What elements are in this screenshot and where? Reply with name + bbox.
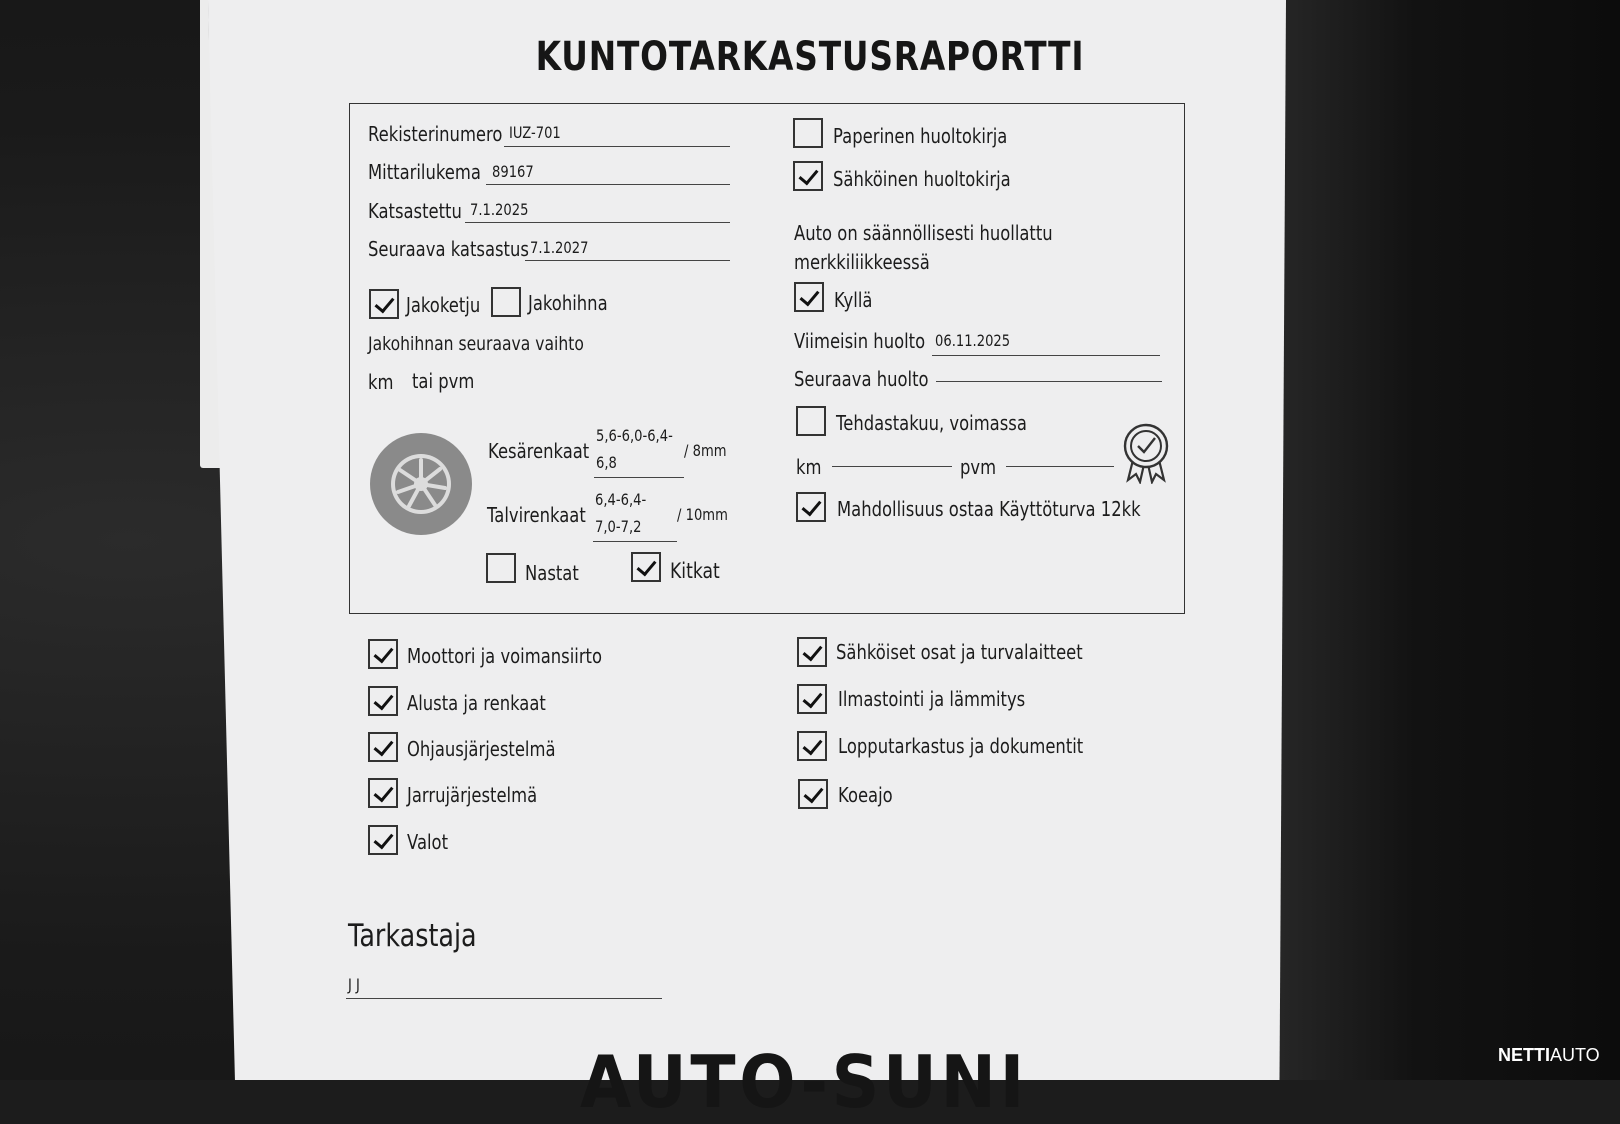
inspected-value: 7.1.2025 <box>470 200 529 219</box>
winter-tires-label: Talvirenkaat <box>487 503 586 527</box>
regular-service-text-2: merkkiliikkeessä <box>794 250 930 274</box>
odometer-value: 89167 <box>492 162 534 181</box>
checklist-left-label-engine: Moottori ja voimansiirto <box>407 644 603 668</box>
nettiauto-watermark <box>1498 1045 1600 1066</box>
inspected-label: Katsastettu <box>368 199 462 223</box>
friction-tires-checkbox[interactable] <box>631 552 661 582</box>
summer-tread-unit: / 8mm <box>684 441 727 460</box>
timing-belt-label: Jakohihna <box>528 291 608 315</box>
summer-tread-line2: 6,8 <box>596 453 617 472</box>
checklist-left-label-lights: Valot <box>407 830 449 854</box>
checklist-right-checkbox-test-drive[interactable] <box>798 779 828 809</box>
winter-tread-line1: 6,4-6,4- <box>595 490 647 509</box>
registration-value: IUZ-701 <box>509 123 561 142</box>
checklist-left-checkbox-chassis[interactable] <box>368 686 398 716</box>
checklist-left-checkbox-steering[interactable] <box>368 732 398 762</box>
paper-service-book-checkbox[interactable] <box>793 118 823 148</box>
warranty-km-line <box>832 466 952 467</box>
tire-icon <box>368 430 474 538</box>
studded-tires-checkbox[interactable] <box>486 553 516 583</box>
timing-chain-label: Jakoketju <box>406 293 481 317</box>
watermark-part-2: AUTO <box>1550 1045 1600 1065</box>
kayttoturva-checkbox[interactable] <box>796 492 826 522</box>
regular-service-text-1: Auto on säännöllisesti huollattu <box>794 221 1053 245</box>
inspector-value: J J <box>348 975 360 994</box>
last-service-label: Viimeisin huolto <box>794 329 926 353</box>
winter-tread-line <box>593 541 677 542</box>
checklist-left-checkbox-lights[interactable] <box>368 825 398 855</box>
registration-label: Rekisterinumero <box>368 122 503 146</box>
checklist-right-label-final-check: Lopputarkastus ja dokumentit <box>838 734 1084 758</box>
checklist-left-checkbox-engine[interactable] <box>368 639 398 669</box>
factory-warranty-checkbox[interactable] <box>796 406 826 436</box>
next-service-label: Seuraava huolto <box>794 367 929 391</box>
factory-warranty-label: Tehdastakuu, voimassa <box>836 411 1027 435</box>
regular-service-yes-label: Kyllä <box>834 288 873 312</box>
paper-service-book-label: Paperinen huoltokirja <box>833 124 1008 148</box>
warranty-date-label: pvm <box>960 455 997 479</box>
checklist-left-checkbox-brakes[interactable] <box>368 778 398 808</box>
checklist-right-label-test-drive: Koeajo <box>838 783 893 807</box>
checklist-left-label-steering: Ohjausjärjestelmä <box>407 737 556 761</box>
belt-date-label: tai pvm <box>412 369 475 393</box>
summer-tread-line1: 5,6-6,0-6,4- <box>596 426 673 445</box>
dealer-brand-logo: AUTO-SUNI <box>580 1040 1028 1124</box>
last-service-line <box>932 355 1160 356</box>
next-inspection-line <box>525 260 730 261</box>
checklist-right-label-hvac: Ilmastointi ja lämmitys <box>838 687 1026 711</box>
belt-next-change-label: Jakohihnan seuraava vaihto <box>368 333 584 355</box>
next-service-line <box>936 381 1162 382</box>
inspector-label: Tarkastaja <box>348 918 477 954</box>
next-inspection-label: Seuraava katsastus <box>368 237 529 261</box>
timing-chain-checkbox[interactable] <box>369 289 399 319</box>
registration-line <box>504 146 730 147</box>
checklist-right-checkbox-hvac[interactable] <box>797 684 827 714</box>
kayttoturva-label: Mahdollisuus ostaa Käyttöturva 12kk <box>837 497 1141 521</box>
watermark-part-1: NETTI <box>1498 1045 1550 1065</box>
checklist-right-label-electrical: Sähköiset osat ja turvalaitteet <box>836 640 1083 664</box>
warranty-date-line <box>1006 466 1114 467</box>
digital-service-book-checkbox[interactable] <box>793 161 823 191</box>
checklist-right-checkbox-final-check[interactable] <box>797 731 827 761</box>
checklist-right-checkbox-electrical[interactable] <box>797 637 827 667</box>
checklist-left-label-brakes: Jarrujärjestelmä <box>407 783 538 807</box>
dark-background-right <box>1280 0 1620 1080</box>
digital-service-book-label: Sähköinen huoltokirja <box>833 167 1011 191</box>
winter-tread-unit: / 10mm <box>677 505 728 524</box>
summer-tires-label: Kesärenkaat <box>488 439 590 463</box>
certificate-badge-icon <box>1120 422 1172 484</box>
studded-tires-label: Nastat <box>525 561 579 585</box>
odometer-line <box>486 184 730 185</box>
belt-km-label: km <box>368 370 394 394</box>
checklist-left-label-chassis: Alusta ja renkaat <box>407 691 546 715</box>
regular-service-yes-checkbox[interactable] <box>794 282 824 312</box>
friction-tires-label: Kitkat <box>670 559 720 583</box>
inspector-signature-line <box>346 998 662 999</box>
warranty-km-label: km <box>796 455 822 479</box>
summer-tread-line <box>594 477 684 478</box>
report-title: KUNTOTARKASTUSRAPORTTI <box>535 34 1085 80</box>
winter-tread-line2: 7,0-7,2 <box>595 517 642 536</box>
inspected-line <box>465 222 730 223</box>
last-service-value: 06.11.2025 <box>935 331 1011 350</box>
timing-belt-checkbox[interactable] <box>491 287 521 317</box>
odometer-label: Mittarilukema <box>368 160 481 184</box>
next-inspection-value: 7.1.2027 <box>530 238 589 257</box>
